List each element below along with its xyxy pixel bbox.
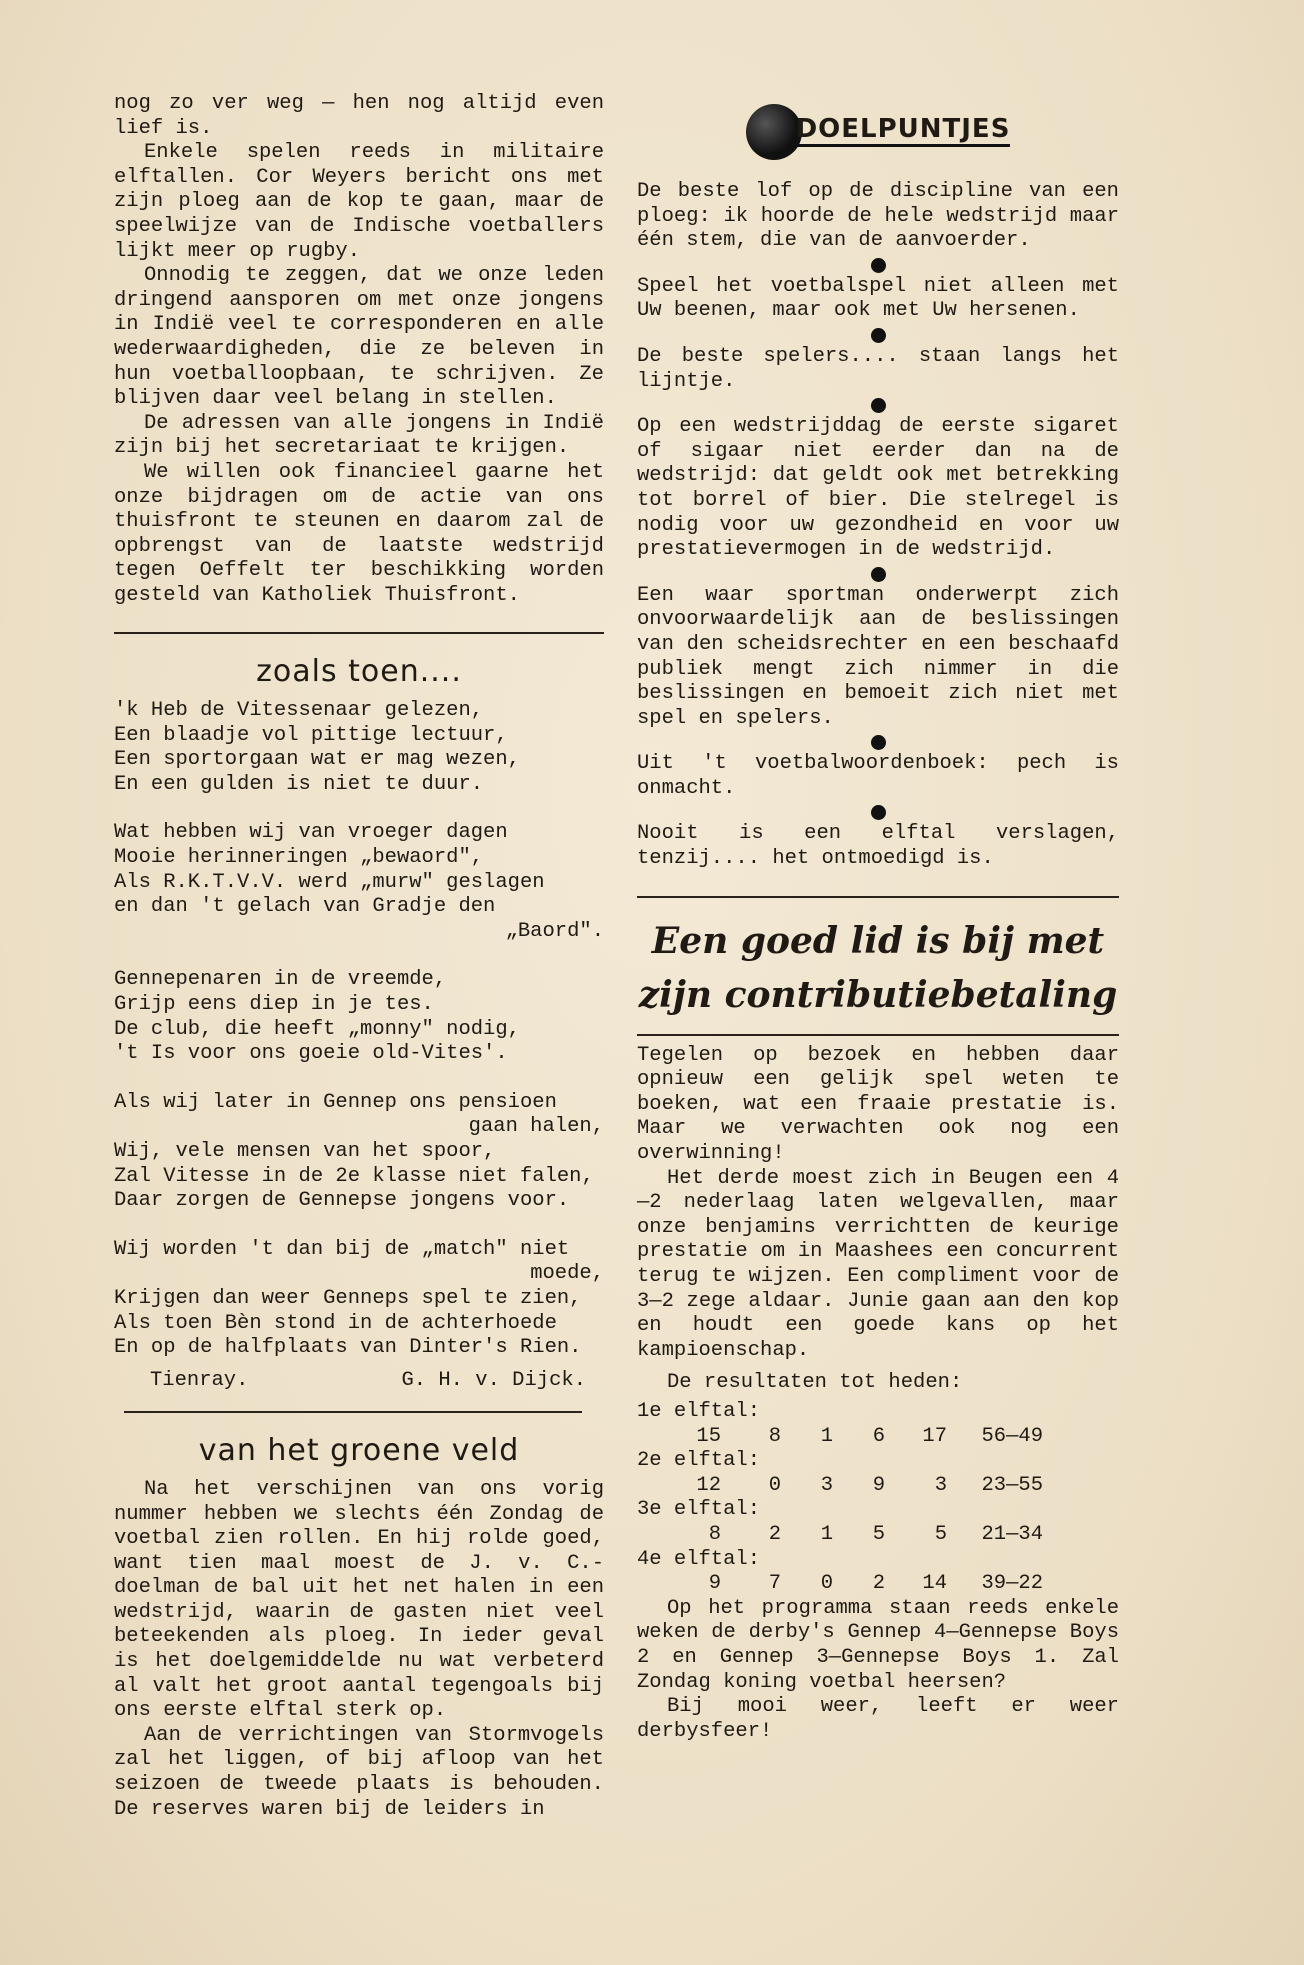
result-cell: 8: [708, 1522, 721, 1546]
poem-stanza: Gennepenaren in de vreemde, Grijp eens diep in je tes. De club, die heeft „monny" nodig, 't Is voor ons goeie old-Vites'.: [114, 968, 520, 1066]
slogan-line: zijn contributiebetaling: [638, 973, 1118, 1016]
poem-stanza: Wij, vele mensen van het spoor, Zal Vitesse in de 2e klasse niet falen, Daar zorgen de Gennepse jongens voor.: [114, 1139, 594, 1213]
section-divider: [124, 1411, 582, 1413]
tip-item: Uit 't voetbalwoordenboek: pech is onmacht.: [637, 752, 1119, 800]
bullet-separator: [637, 567, 1119, 582]
result-cell: 0: [768, 1473, 781, 1497]
poem-line: Wij worden 't dan bij de „match" niet: [114, 1237, 570, 1261]
tip-item: Nooit is een elftal verslagen, tenzij.... het ontmoedigd is.: [637, 822, 1119, 871]
poem-stanza: Krijgen dan weer Genneps spel te zien, Als toen Bèn stond in de achterhoede En op de halfplaats van Dinter's Rien.: [114, 1286, 582, 1360]
result-cell: 5: [872, 1522, 885, 1546]
bullet-separator: [637, 398, 1119, 413]
section-divider: [637, 1034, 1119, 1036]
result-cell: 2: [768, 1522, 781, 1546]
results-team: 2e elftal:: [637, 1449, 761, 1473]
football-icon: [746, 104, 802, 160]
result-cell: 9: [872, 1473, 885, 1497]
slogan-line: Een goed lid is bij met: [651, 919, 1105, 962]
results-team: 4e elftal:: [637, 1547, 761, 1571]
result-cell: 15: [696, 1424, 721, 1448]
results-team: 3e elftal:: [637, 1498, 761, 1522]
result-cell: 5: [934, 1522, 947, 1546]
bullet-separator: [637, 328, 1119, 343]
tip-item: Een waar sportman onderwerpt zich onvoorwaardelijk aan de beslissingen van den scheidsrechter en een beschaafd publiek mengt zich nimmer in die beslissingen en bemoeit zich niet met spel en spelers.: [637, 583, 1119, 730]
results-row: [637, 1425, 1119, 1450]
bullet-separator: [637, 805, 1119, 820]
dot-icon: [871, 805, 886, 820]
field-paragraph: Na het verschijnen van ons vorig nummer hebben we slechts één Zondag de voetbal zien rollen. En hij rolde goed, want tien maal moest de J. v. C.-doelman de bal uit het net halen in een wedstrijd, waarin de gasten niet veel beteekenden als ploeg. In ieder geval is het doelgemiddelde nu wat verbeterd al valt het groot aantal tegengoals bij ons eerste elftal sterk op.: [114, 1477, 604, 1723]
results-row: [637, 1523, 1119, 1548]
intro-paragraph: Enkele spelen reeds in militaire elftallen. Cor Weyers bericht ons met zijn ploeg aan de kop te gaan, maar de speelwijze van de Indische voetballers lijkt meer op rugby.: [114, 141, 604, 263]
result-cell: 17: [922, 1424, 947, 1448]
result-cell: 3: [820, 1473, 833, 1497]
intro-paragraph: We willen ook financieel gaarne het onze bijdragen om de actie van ons thuisfront te steunen en daarom zal de opbrengst van de laatste wedstrijd tegen Oeffelt ter beschikking worden gesteld van Katholiek Thuisfront.: [114, 460, 604, 607]
section-divider: [637, 896, 1119, 898]
field-section-title: van het groene veld: [198, 1433, 520, 1469]
section-divider: [114, 632, 604, 634]
report-paragraph: Tegelen op bezoek en hebben daar opnieuw een gelijk spel weten te boeken, wat een fraaie prestatie is. Maar we verwachten ook nog een overwinning!: [637, 1043, 1119, 1166]
intro-paragraph: nog zo ver weg — hen nog altijd even lief is.: [114, 92, 604, 140]
result-cell: 3: [934, 1473, 947, 1497]
closing-paragraph: Bij mooi weer, leeft er weer derbysfeer!: [637, 1695, 1119, 1743]
membership-slogan: [637, 914, 1119, 1022]
result-cell: 23—55: [981, 1473, 1043, 1497]
results-table: [637, 1400, 1119, 1597]
tip-item: De beste spelers.... staan langs het lijntje.: [637, 344, 1119, 393]
results-row: [637, 1572, 1119, 1597]
poem: [114, 699, 604, 1393]
poem-line: Als wij later in Gennep ons pensioen: [114, 1090, 557, 1114]
poem-stanza: Wat hebben wij van vroeger dagen Mooie herinneringen „bewaord", Als R.K.T.V.V. werd „murw" geslagen en dan 't gelach van Gradje den: [114, 821, 545, 919]
intro-paragraph: De adressen van alle jongens in Indië zijn bij het secretariaat te krijgen.: [114, 411, 604, 460]
bullet-separator: [637, 258, 1119, 273]
result-cell: 21—34: [981, 1522, 1043, 1546]
result-cell: 7: [768, 1572, 781, 1596]
poem-line-end: gaan halen,: [468, 1115, 604, 1139]
poem-place: Tienray.: [150, 1368, 249, 1392]
poem-title: zoals toen....: [256, 654, 462, 690]
result-cell: 39—22: [981, 1572, 1043, 1596]
result-cell: 9: [708, 1572, 721, 1596]
tip-item: De beste lof op de discipline van een ploeg: ik hoorde de hele wedstrijd maar één stem, die van de aanvoerder.: [637, 180, 1119, 253]
poem-author: G. H. v. Dijck.: [401, 1368, 586, 1392]
result-cell: 0: [820, 1572, 833, 1596]
results-title: De resultaten tot heden:: [667, 1371, 963, 1395]
dot-icon: [871, 328, 886, 343]
report-paragraph: Het derde moest zich in Beugen een 4—2 nederlaag laten welgevallen, maar onze benjamins verrichtten de keurige prestatie om in Maashees een concurrent terug te wijzen. Een compliment voor de 3—2 zege aldaar. Junie gaan aan den kop en houdt een goede kans op het kampioenschap.: [637, 1166, 1119, 1362]
dot-icon: [871, 735, 886, 750]
results-team: 1e elftal:: [637, 1399, 761, 1423]
closing-paragraph: Op het programma staan reeds enkele weken de derby's Gennep 4—Gennepse Boys 2 en Gennep 3—Gennepse Boys 1. Zal Zondag koning voetbal heersen?: [637, 1596, 1119, 1694]
result-cell: 12: [696, 1473, 721, 1497]
dot-icon: [871, 567, 886, 582]
bullet-separator: [637, 735, 1119, 750]
tip-item: Op een wedstrijddag de eerste sigaret of sigaar niet eerder dan na de wedstrijd: dat geldt ook met betrekking tot borrel of bier. Die stelregel is nodig voor uw gezondheid en voor uw prestatievermogen in de wedstrijd.: [637, 415, 1119, 562]
intro-paragraph: Onnodig te zeggen, dat we onze leden dringend aansporen om met onze jongens in Indië veel te corresponderen en alle wederwaardigheden, die ze beleven in hun voetballoopbaan, te schrijven. Ze blijven daar veel belang in stellen.: [114, 264, 604, 411]
poem-line-end: moede,: [530, 1262, 604, 1286]
left-column: [114, 92, 604, 1822]
dot-icon: [871, 258, 886, 273]
field-paragraph: Aan de verrichtingen van Stormvogels zal het liggen, of bij afloop van het seizoen de tweede plaats is behouden. De reserves waren bij de leiders in: [114, 1723, 604, 1821]
result-cell: 56—49: [981, 1424, 1043, 1448]
result-cell: 1: [820, 1522, 833, 1546]
tip-item: Speel het voetbalspel niet alleen met Uw beenen, maar ook met Uw hersenen.: [637, 274, 1119, 323]
result-cell: 14: [922, 1572, 947, 1596]
result-cell: 6: [872, 1424, 885, 1448]
result-cell: 8: [768, 1424, 781, 1448]
logo-text: DOELPUNTJES: [796, 117, 1011, 147]
poem-stanza: 'k Heb de Vitessenaar gelezen, Een blaadje vol pittige lectuur, Een sportorgaan wat er mag wezen, En een gulden is niet te duur.: [114, 699, 520, 796]
result-cell: 1: [820, 1424, 833, 1448]
results-row: [637, 1474, 1119, 1499]
doelpuntjes-logo: [637, 92, 1119, 172]
poem-line-end: „Baord".: [505, 919, 604, 943]
right-column: [637, 92, 1119, 1744]
result-cell: 2: [872, 1572, 885, 1596]
poem-signature: [114, 1369, 604, 1394]
dot-icon: [871, 398, 886, 413]
